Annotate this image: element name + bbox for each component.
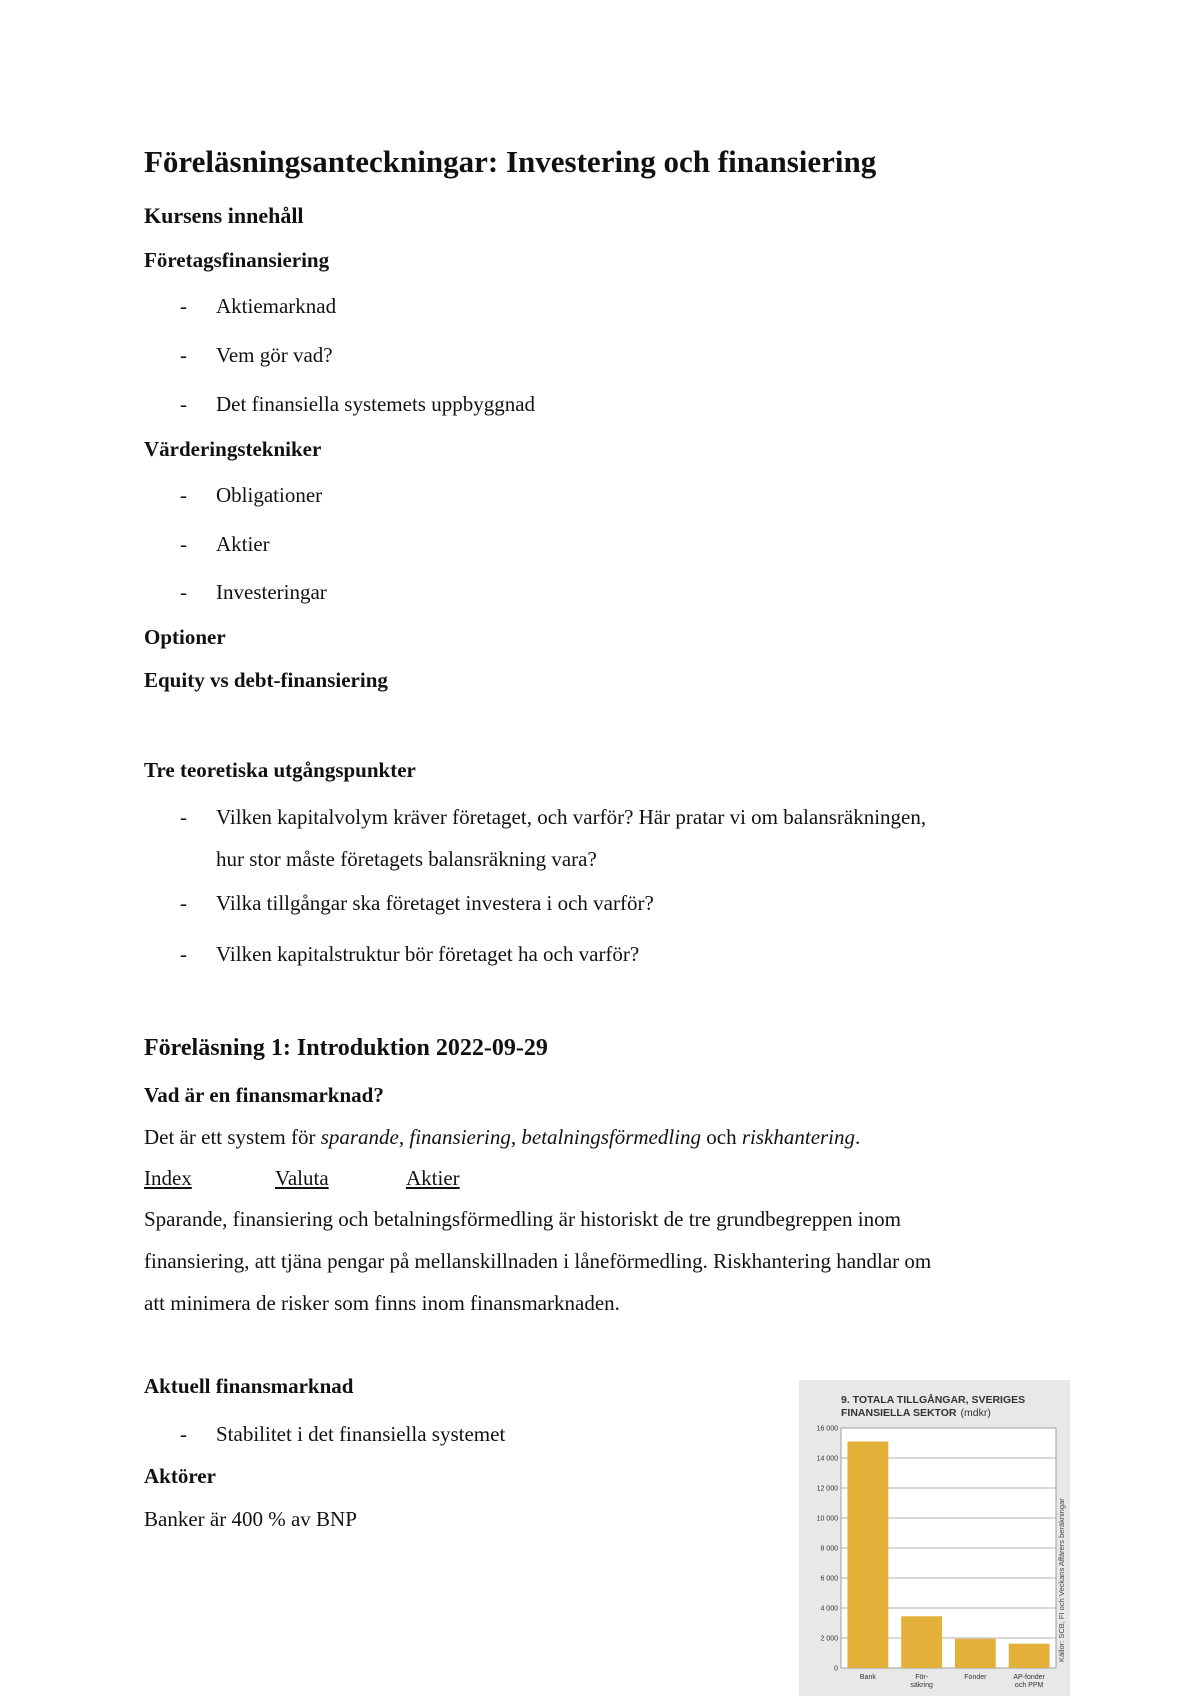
chart-title-line2 xyxy=(841,1407,991,1419)
chart-source: Källor: SCB, FI och Veckans Affärers beräkningar xyxy=(1057,1498,1066,1662)
y-tick-label: 4 000 xyxy=(820,1605,838,1613)
definition-italic-terms: sparande, finansiering, betalningsförmedling xyxy=(320,1125,702,1149)
bar xyxy=(1009,1644,1050,1668)
list-item: Obligationer xyxy=(216,483,323,507)
paragraph-line: Sparande, finansiering och betalningsförmedling är historiskt de tre grundbegreppen inom xyxy=(144,1207,901,1231)
y-tick-label: 12 000 xyxy=(816,1485,838,1493)
theory-heading: Tre teoretiska utgångspunkter xyxy=(144,758,416,782)
question-heading: Vad är en finansmarknad? xyxy=(144,1083,384,1107)
y-tick-label: 14 000 xyxy=(816,1455,838,1463)
category-label: Fonder xyxy=(964,1674,987,1681)
category-label: För- xyxy=(915,1674,929,1681)
current-market-heading: Aktuell finansmarknad xyxy=(144,1374,354,1398)
list-marker: - xyxy=(180,532,187,556)
category-label: och PPM xyxy=(1014,1682,1044,1689)
list-marker: - xyxy=(180,343,187,367)
section-label-equity-debt: Equity vs debt-finansiering xyxy=(144,668,388,692)
list-item: Vilken kapitalstruktur bör företaget ha och varför? xyxy=(216,942,640,966)
lecture-heading: Föreläsning 1: Introduktion 2022-09-29 xyxy=(144,1035,548,1061)
category-label: AP-fonder xyxy=(1013,1674,1045,1681)
list-item: Vem gör vad? xyxy=(216,343,333,367)
list-marker: - xyxy=(180,891,187,915)
chart-title-line1: 9. TOTALA TILLGÅNGAR, SVERIGES xyxy=(841,1394,1026,1406)
assets-bar-chart xyxy=(799,1380,1070,1696)
actors-heading: Aktörer xyxy=(144,1464,216,1488)
list-marker: - xyxy=(180,805,187,829)
definition-suffix: . xyxy=(855,1125,861,1149)
link-index[interactable]: Index xyxy=(144,1166,192,1190)
definition-prefix: Det är ett system för xyxy=(144,1125,321,1149)
list-marker: - xyxy=(180,942,187,966)
chart-title-line2-text: FINANSIELLA SEKTOR xyxy=(841,1407,957,1419)
section-label-optioner: Optioner xyxy=(144,625,226,649)
link-aktier[interactable]: Aktier xyxy=(406,1166,460,1190)
y-tick-label: 8 000 xyxy=(820,1545,838,1553)
bar xyxy=(847,1442,888,1669)
definition-middle: och xyxy=(701,1125,742,1149)
y-tick-label: 0 xyxy=(834,1665,838,1673)
list-item: Aktiemarknad xyxy=(216,294,337,318)
y-tick-label: 16 000 xyxy=(816,1425,838,1433)
paragraph-line: finansiering, att tjäna pengar på mellanskillnaden i låneförmedling. Riskhantering handlar om xyxy=(144,1249,932,1273)
category-labels xyxy=(860,1674,1046,1689)
section-label-foretagsfinansiering: Företagsfinansiering xyxy=(144,248,330,272)
chart-svg xyxy=(799,1380,1070,1696)
bar xyxy=(901,1616,942,1668)
list-item: Vilken kapitalvolym kräver företaget, och varför? Här pratar vi om balansräkningen, xyxy=(216,805,927,829)
page-title: Föreläsningsanteckningar: Investering och finansiering xyxy=(144,144,877,179)
category-label: Bank xyxy=(859,1674,876,1681)
category-label: säkring xyxy=(910,1682,933,1689)
list-item: Det finansiella systemets uppbyggnad xyxy=(216,392,536,416)
y-tick-label: 2 000 xyxy=(820,1635,838,1643)
list-marker: - xyxy=(180,580,187,604)
list-item: Stabilitet i det finansiella systemet xyxy=(216,1422,506,1446)
definition-line xyxy=(144,1125,860,1150)
list-item: Vilka tillgångar ska företaget investera i och varför? xyxy=(216,891,654,915)
bar xyxy=(955,1639,996,1668)
list-item-continuation: hur stor måste företagets balansräkning vara? xyxy=(216,847,597,871)
y-tick-label: 10 000 xyxy=(816,1515,838,1523)
chart-unit: (mdkr) xyxy=(960,1407,991,1419)
link-valuta[interactable]: Valuta xyxy=(275,1166,329,1190)
list-item: Investeringar xyxy=(216,580,327,604)
list-marker: - xyxy=(180,1422,187,1446)
definition-italic-risk: riskhantering xyxy=(741,1125,856,1149)
course-heading: Kursens innehåll xyxy=(144,203,304,228)
actors-text: Banker är 400 % av BNP xyxy=(144,1507,357,1531)
y-tick-labels xyxy=(817,1426,839,1673)
list-marker: - xyxy=(180,294,187,318)
y-tick-label: 6 000 xyxy=(820,1575,838,1583)
paragraph-line: att minimera de risker som finns inom finansmarknaden. xyxy=(144,1291,620,1315)
section-label-varderingstekniker: Värderingstekniker xyxy=(144,437,322,461)
list-item: Aktier xyxy=(216,532,270,556)
list-marker: - xyxy=(180,392,187,416)
list-marker: - xyxy=(180,483,187,507)
